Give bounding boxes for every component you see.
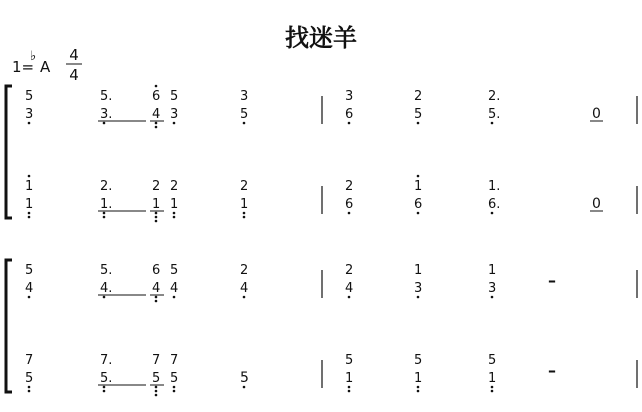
beat (25, 89, 33, 124)
note-lower: 1 (488, 371, 497, 386)
octave-dot-below (348, 122, 351, 125)
note-lower: 6 (345, 197, 354, 212)
octave-dot-below (348, 296, 351, 299)
note-lower: 3. (100, 107, 113, 122)
note-upper: 1 (25, 179, 34, 194)
octave-dot-below (417, 390, 420, 393)
beat (590, 106, 603, 122)
beat (488, 89, 500, 124)
beat (488, 179, 500, 214)
octave-dot-below (28, 216, 31, 219)
note-upper: 1. (488, 179, 501, 194)
note-lower: 4 (240, 281, 249, 296)
staff (25, 353, 637, 396)
note-upper: 5 (414, 353, 423, 368)
note-upper: 7 (152, 353, 161, 368)
octave-dot-below (28, 390, 31, 393)
time-signature-top: 4 (69, 46, 79, 64)
note-upper: 2 (345, 263, 354, 278)
note-lower: 4 (345, 281, 354, 296)
note-upper: 2 (152, 179, 161, 194)
note-lower: 4. (100, 281, 113, 296)
note-upper: 6 (152, 263, 161, 278)
octave-dot-below (155, 394, 158, 397)
note-lower: 3 (414, 281, 423, 296)
octave-dot-below (417, 386, 420, 389)
note-lower: 5 (170, 371, 179, 386)
beat (98, 353, 146, 392)
note-lower: 1 (414, 371, 423, 386)
beat (170, 353, 178, 392)
note-lower: 3 (488, 281, 497, 296)
octave-dot-below (491, 390, 494, 393)
beat (345, 353, 353, 392)
note-upper: 7 (170, 353, 179, 368)
beat (25, 263, 33, 298)
system (6, 85, 637, 223)
beat (345, 89, 353, 124)
note-lower: 1 (345, 371, 354, 386)
note-upper: 2 (414, 89, 423, 104)
beat (150, 353, 164, 396)
note-lower: 6 (414, 197, 423, 212)
beat (414, 353, 422, 392)
key-note: A (40, 58, 51, 76)
octave-dot-below (155, 296, 158, 299)
octave-dot-below (155, 216, 158, 219)
note-upper: 6 (152, 89, 161, 104)
octave-dot-below (243, 122, 246, 125)
note-upper: 2 (240, 263, 249, 278)
beat (150, 263, 164, 302)
beat (240, 179, 248, 218)
note-lower: 6 (345, 107, 354, 122)
octave-dot-below (243, 386, 246, 389)
note-lower: 6. (488, 197, 501, 212)
note-upper: 2. (488, 89, 501, 104)
octave-dot-below (103, 390, 106, 393)
note-upper: 5 (25, 263, 34, 278)
octave-dot-above (155, 85, 158, 88)
octave-dot-below (155, 220, 158, 223)
octave-dot-below (348, 390, 351, 393)
staff (25, 85, 637, 129)
note-lower: 5 (414, 107, 423, 122)
key-flat-symbol: ♭ (30, 49, 37, 64)
note-upper: 5 (345, 353, 354, 368)
octave-dot-below (173, 390, 176, 393)
octave-dot-below (348, 212, 351, 215)
beat (150, 85, 164, 129)
beat (98, 89, 146, 124)
beat (488, 353, 496, 392)
octave-dot-below (243, 296, 246, 299)
beat (98, 179, 146, 218)
note-lower: 5. (100, 371, 113, 386)
octave-dot-below (173, 216, 176, 219)
staff (25, 263, 637, 302)
octave-dot-below (103, 386, 106, 389)
octave-dot-below (243, 212, 246, 215)
key-signature (12, 49, 51, 76)
octave-dot-below (103, 296, 106, 299)
note-upper: 5 (170, 89, 179, 104)
note-upper: 1 (414, 179, 423, 194)
octave-dot-below (103, 216, 106, 219)
beat (345, 263, 353, 298)
note-upper: 5. (100, 89, 113, 104)
time-signature-bottom: 4 (69, 66, 79, 84)
note-lower: 4 (25, 281, 34, 296)
octave-dot-below (348, 386, 351, 389)
note-lower: 1 (240, 197, 249, 212)
octave-dot-below (173, 296, 176, 299)
octave-dot-below (155, 122, 158, 125)
note-lower: 4 (170, 281, 179, 296)
note-lower: 1 (152, 197, 161, 212)
note-upper: 5 (488, 353, 497, 368)
beat (170, 263, 178, 298)
key-prefix: 1= (12, 58, 35, 76)
octave-dot-below (173, 212, 176, 215)
octave-dot-below (155, 212, 158, 215)
octave-dot-above (417, 175, 420, 178)
octave-dot-below (491, 296, 494, 299)
note-upper: 5. (100, 263, 113, 278)
octave-dot-below (491, 122, 494, 125)
beat (25, 353, 33, 392)
time-signature (66, 46, 82, 84)
octave-dot-above (28, 175, 31, 178)
note-upper: 5 (170, 263, 179, 278)
beat (98, 263, 146, 298)
hold-dash: – (548, 271, 556, 290)
note-single: 5 (240, 370, 249, 386)
octave-dot-below (173, 386, 176, 389)
note-lower: 3 (25, 107, 34, 122)
rest-zero: 0 (592, 196, 601, 212)
staff (25, 175, 637, 223)
note-upper: 2. (100, 179, 113, 194)
octave-dot-below (155, 126, 158, 129)
note-lower: 4 (152, 107, 161, 122)
octave-dot-below (28, 122, 31, 125)
beat (345, 179, 353, 214)
octave-dot-below (491, 212, 494, 215)
octave-dot-below (28, 296, 31, 299)
beat (548, 361, 556, 380)
beat (414, 175, 422, 215)
octave-dot-below (417, 296, 420, 299)
note-upper: 2 (240, 179, 249, 194)
note-lower: 1. (100, 197, 113, 212)
octave-dot-below (417, 122, 420, 125)
note-upper: 2 (170, 179, 179, 194)
beat (240, 89, 248, 124)
note-lower: 3 (170, 107, 179, 122)
note-lower: 4 (152, 281, 161, 296)
note-upper: 7. (100, 353, 113, 368)
octave-dot-below (491, 386, 494, 389)
octave-dot-below (28, 386, 31, 389)
note-lower: 5 (240, 107, 249, 122)
note-lower: 5 (25, 371, 34, 386)
note-upper: 7 (25, 353, 34, 368)
system-bracket (6, 260, 12, 392)
beat (590, 196, 603, 212)
note-upper: 3 (345, 89, 354, 104)
beat (240, 370, 249, 388)
hold-dash: – (548, 361, 556, 380)
note-upper: 2 (345, 179, 354, 194)
beat (170, 89, 178, 124)
song-title: 找迷羊 (285, 24, 357, 52)
beat (414, 89, 422, 124)
note-upper: 3 (240, 89, 249, 104)
octave-dot-below (243, 216, 246, 219)
score-systems (6, 85, 637, 397)
note-upper: 1 (414, 263, 423, 278)
beat (414, 263, 422, 298)
beat (488, 263, 496, 298)
octave-dot-below (155, 390, 158, 393)
system-bracket (6, 86, 12, 218)
beat (150, 179, 164, 222)
octave-dot-below (155, 386, 158, 389)
beat (170, 179, 178, 218)
octave-dot-below (173, 122, 176, 125)
note-lower: 1 (170, 197, 179, 212)
rest-zero: 0 (592, 106, 601, 122)
note-lower: 5. (488, 107, 501, 122)
system (6, 260, 637, 396)
octave-dot-below (103, 212, 106, 215)
beat (25, 175, 33, 219)
note-lower: 5 (152, 371, 161, 386)
octave-dot-below (103, 122, 106, 125)
note-upper: 1 (488, 263, 497, 278)
beat (240, 263, 248, 298)
note-lower: 1 (25, 197, 34, 212)
note-upper: 5 (25, 89, 34, 104)
octave-dot-below (155, 300, 158, 303)
octave-dot-below (28, 212, 31, 215)
octave-dot-below (417, 212, 420, 215)
beat (548, 271, 556, 290)
